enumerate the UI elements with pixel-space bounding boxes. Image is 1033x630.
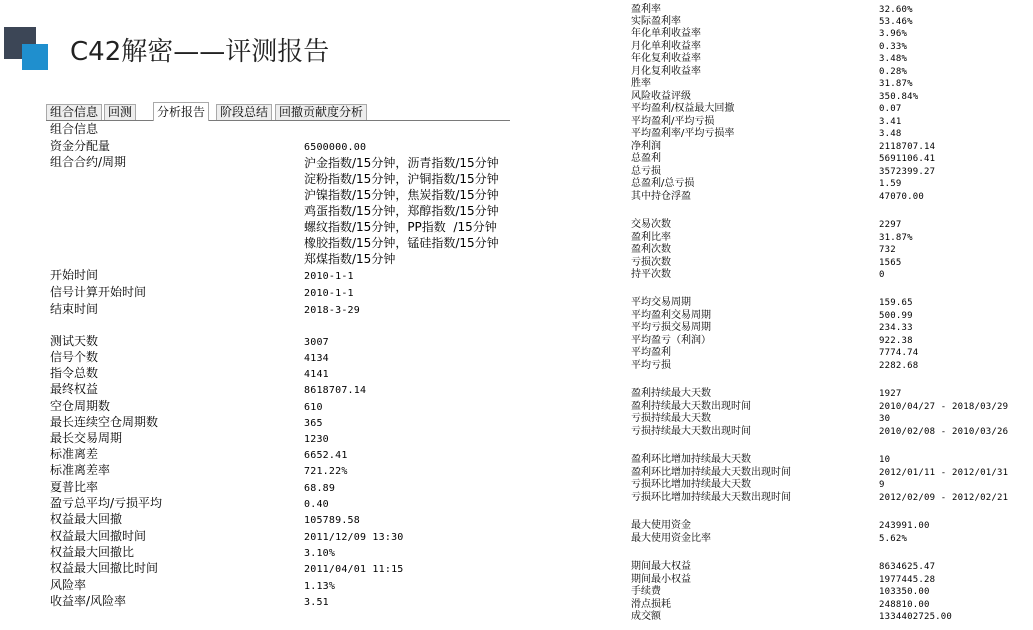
stat-value: 53.46% bbox=[879, 17, 913, 27]
stat-label: 总盈利/总亏损 bbox=[631, 178, 695, 189]
stat-row bbox=[631, 178, 901, 190]
stat-value: 5.62% bbox=[879, 534, 908, 544]
stat-label: 亏损环比增加持续最大天数出现时间 bbox=[631, 492, 791, 503]
stat-row bbox=[631, 347, 918, 359]
row-value: 2011/12/09 13:30 bbox=[304, 532, 404, 543]
stat-row bbox=[631, 16, 913, 28]
stat-value: 32.60% bbox=[879, 5, 913, 15]
stat-row bbox=[631, 492, 1008, 504]
row-label: 资金分配量 bbox=[50, 139, 111, 153]
tab-drawdown-contribution[interactable]: 回撤贡献度分析 bbox=[275, 104, 367, 120]
stat-row bbox=[631, 219, 901, 231]
stat-row bbox=[631, 103, 901, 115]
tab-portfolio-info[interactable]: 组合信息 bbox=[46, 104, 102, 120]
stat-label: 平均盈利率/平均亏损率 bbox=[631, 128, 735, 139]
stat-value: 0.07 bbox=[879, 104, 902, 114]
report-row bbox=[50, 382, 366, 398]
stat-label: 交易次数 bbox=[631, 219, 671, 230]
stat-label: 盈利环比增加持续最大天数 bbox=[631, 454, 751, 465]
report-row-signal-start-time bbox=[50, 285, 354, 301]
report-row-contracts-label bbox=[50, 155, 304, 170]
row-value: 3.10% bbox=[304, 548, 336, 559]
stat-value: 1977445.28 bbox=[879, 575, 936, 585]
stat-label: 平均交易周期 bbox=[631, 297, 691, 308]
stat-value: 31.87% bbox=[879, 79, 913, 89]
stat-value: 500.99 bbox=[879, 311, 913, 321]
row-value: 6500000.00 bbox=[304, 142, 367, 153]
row-value: 1230 bbox=[304, 434, 329, 445]
row-value: 68.89 bbox=[304, 483, 336, 494]
report-row bbox=[50, 578, 335, 594]
stat-value: 3572399.27 bbox=[879, 167, 936, 177]
stat-label: 平均盈利 bbox=[631, 347, 671, 358]
stat-row bbox=[631, 153, 935, 165]
stat-label: 风险收益评级 bbox=[631, 91, 691, 102]
stat-row bbox=[631, 322, 913, 334]
stat-label: 盈利环比增加持续最大天数出现时间 bbox=[631, 467, 791, 478]
row-label: 权益最大回撤 bbox=[50, 512, 123, 526]
stat-row bbox=[631, 232, 913, 244]
stat-row bbox=[631, 413, 890, 425]
stat-label: 平均盈亏（利润） bbox=[631, 335, 711, 346]
stat-value: 1.59 bbox=[879, 179, 902, 189]
stat-label: 盈利持续最大天数出现时间 bbox=[631, 401, 751, 412]
row-label: 权益最大回撤比时间 bbox=[50, 561, 159, 575]
stat-label: 月化复利收益率 bbox=[631, 66, 701, 77]
stat-label: 胜率 bbox=[631, 78, 651, 89]
stat-row bbox=[631, 611, 952, 623]
stat-label: 总亏损 bbox=[631, 166, 661, 177]
row-label: 盈亏总平均/亏损平均 bbox=[50, 496, 163, 510]
stat-row bbox=[631, 78, 913, 90]
stat-value: 248810.00 bbox=[879, 600, 930, 610]
stat-value: 1565 bbox=[879, 258, 902, 268]
row-label: 权益最大回撤比 bbox=[50, 545, 135, 559]
analysis-left-panel bbox=[50, 122, 510, 614]
report-row-end-time bbox=[50, 302, 360, 318]
stat-row bbox=[631, 454, 890, 466]
report-row bbox=[50, 399, 323, 415]
stat-value: 30 bbox=[879, 414, 891, 424]
stat-value: 732 bbox=[879, 245, 896, 255]
stat-label: 亏损持续最大天数出现时间 bbox=[631, 426, 751, 437]
row-value: 0.40 bbox=[304, 499, 329, 510]
contract-line: 淀粉指数/15分钟，沪铜指数/15分钟 bbox=[304, 172, 499, 186]
report-row bbox=[50, 496, 329, 512]
stat-label: 实际盈利率 bbox=[631, 16, 681, 27]
contract-line: 鸡蛋指数/15分钟，郑醇指数/15分钟 bbox=[304, 204, 499, 218]
tab-analysis-report[interactable]: 分析报告 bbox=[153, 102, 209, 121]
stat-label: 亏损环比增加持续最大天数 bbox=[631, 479, 751, 490]
row-label: 标准离差率 bbox=[50, 463, 111, 477]
report-row bbox=[50, 529, 404, 545]
stat-label: 平均盈利/权益最大回撤 bbox=[631, 103, 735, 114]
stat-label: 最大使用资金比率 bbox=[631, 533, 711, 544]
stat-value: 234.33 bbox=[879, 323, 913, 333]
row-value: 610 bbox=[304, 402, 323, 413]
report-row bbox=[50, 594, 329, 610]
stat-value: 103350.00 bbox=[879, 587, 930, 597]
stat-label: 盈利持续最大天数 bbox=[631, 388, 711, 399]
stat-label: 平均亏损 bbox=[631, 360, 671, 371]
stat-row bbox=[631, 561, 935, 573]
stat-row bbox=[631, 53, 907, 65]
report-row bbox=[50, 512, 360, 528]
stat-row bbox=[631, 128, 901, 140]
row-value: 721.22% bbox=[304, 466, 348, 477]
row-value: 2011/04/01 11:15 bbox=[304, 564, 404, 575]
contract-line: 橡胶指数/15分钟，锰硅指数/15分钟 bbox=[304, 236, 499, 250]
stat-label: 年化单利收益率 bbox=[631, 28, 701, 39]
row-value: 2010-1-1 bbox=[304, 271, 354, 282]
stat-value: 922.38 bbox=[879, 336, 913, 346]
row-value: 4141 bbox=[304, 369, 329, 380]
stat-row bbox=[631, 533, 907, 545]
stat-row bbox=[631, 401, 1008, 413]
report-row-capital bbox=[50, 139, 366, 155]
row-label: 指令总数 bbox=[50, 366, 99, 380]
stat-label: 月化单利收益率 bbox=[631, 41, 701, 52]
row-label: 信号个数 bbox=[50, 350, 99, 364]
row-value: 1.13% bbox=[304, 581, 336, 592]
stat-row bbox=[631, 141, 935, 153]
report-row bbox=[50, 334, 329, 350]
stat-row bbox=[631, 41, 907, 53]
stat-value: 350.84% bbox=[879, 92, 919, 102]
stat-row bbox=[631, 91, 918, 103]
report-row bbox=[50, 447, 348, 463]
stat-label: 年化复利收益率 bbox=[631, 53, 701, 64]
stat-value: 0.28% bbox=[879, 67, 908, 77]
stat-row bbox=[631, 479, 885, 491]
stat-row bbox=[631, 191, 924, 203]
report-row bbox=[50, 415, 323, 431]
stat-label: 持平次数 bbox=[631, 269, 671, 280]
stat-label: 盈利比率 bbox=[631, 232, 671, 243]
stat-row bbox=[631, 4, 913, 16]
stat-value: 2118707.14 bbox=[879, 142, 936, 152]
report-row bbox=[50, 545, 335, 561]
stat-value: 243991.00 bbox=[879, 521, 930, 531]
stat-value: 0.33% bbox=[879, 42, 908, 52]
stat-row bbox=[631, 467, 1008, 479]
report-row bbox=[50, 480, 335, 496]
stat-row bbox=[631, 297, 913, 309]
report-row bbox=[50, 561, 404, 577]
stat-label: 盈利次数 bbox=[631, 244, 671, 255]
stat-label: 平均亏损交易周期 bbox=[631, 322, 711, 333]
stat-label: 滑点损耗 bbox=[631, 599, 671, 610]
row-label: 权益最大回撤时间 bbox=[50, 529, 147, 543]
row-value: 2018-3-29 bbox=[304, 305, 360, 316]
stat-row bbox=[631, 166, 935, 178]
stat-value: 8634625.47 bbox=[879, 562, 936, 572]
stat-value: 159.65 bbox=[879, 298, 913, 308]
row-label: 标准离差 bbox=[50, 447, 99, 461]
stat-value: 2282.68 bbox=[879, 361, 919, 371]
row-value: 2010-1-1 bbox=[304, 288, 354, 299]
stat-row bbox=[631, 360, 918, 372]
report-row bbox=[50, 463, 348, 479]
report-row-start-time bbox=[50, 268, 354, 284]
stat-value: 1334402725.00 bbox=[879, 612, 953, 622]
row-label: 风险率 bbox=[50, 578, 87, 592]
row-value: 8618707.14 bbox=[304, 385, 367, 396]
stat-row bbox=[631, 66, 907, 78]
stat-label: 最大使用资金 bbox=[631, 520, 691, 531]
stat-row bbox=[631, 388, 901, 400]
section-header-portfolio-info: 组合信息 bbox=[50, 122, 99, 136]
stat-label: 期间最小权益 bbox=[631, 574, 691, 585]
stat-label: 盈利率 bbox=[631, 4, 661, 15]
stat-label: 平均盈利交易周期 bbox=[631, 310, 711, 321]
tab-stage-summary[interactable]: 阶段总结 bbox=[216, 104, 272, 120]
stat-label: 期间最大权益 bbox=[631, 561, 691, 572]
stat-row bbox=[631, 599, 930, 611]
report-row bbox=[50, 366, 329, 382]
stat-row bbox=[631, 269, 885, 281]
stat-row bbox=[631, 257, 901, 269]
logo-square-blue bbox=[22, 44, 48, 70]
report-row bbox=[50, 350, 329, 366]
stat-row bbox=[631, 310, 913, 322]
row-value: 3.51 bbox=[304, 597, 329, 608]
stat-value: 3.48% bbox=[879, 54, 908, 64]
row-label: 组合合约/周期 bbox=[50, 155, 127, 169]
stat-value: 9 bbox=[879, 480, 885, 490]
stat-row bbox=[631, 244, 896, 256]
stat-label: 平均盈利/平均亏损 bbox=[631, 116, 715, 127]
stat-label: 净利润 bbox=[631, 141, 661, 152]
row-value: 4134 bbox=[304, 353, 329, 364]
report-tab-bar bbox=[46, 102, 510, 121]
row-value: 105789.58 bbox=[304, 515, 360, 526]
row-value: 3007 bbox=[304, 337, 329, 348]
row-label: 最长连续空仓周期数 bbox=[50, 415, 159, 429]
row-label: 开始时间 bbox=[50, 268, 99, 282]
row-label: 信号计算开始时间 bbox=[50, 285, 147, 299]
stat-value: 3.48 bbox=[879, 129, 902, 139]
contract-line: 螺纹指数/15分钟，PP指数 /15分钟 bbox=[304, 220, 497, 234]
row-label: 结束时间 bbox=[50, 302, 99, 316]
stat-value: 10 bbox=[879, 455, 891, 465]
report-row bbox=[50, 431, 329, 447]
stat-value: 3.96% bbox=[879, 29, 908, 39]
contract-line: 郑煤指数/15分钟 bbox=[304, 252, 396, 266]
stat-row bbox=[631, 116, 901, 128]
stat-row bbox=[631, 28, 907, 40]
stat-row bbox=[631, 586, 930, 598]
row-label: 测试天数 bbox=[50, 334, 99, 348]
stat-value: 2297 bbox=[879, 220, 902, 230]
stat-value: 5691106.41 bbox=[879, 154, 936, 164]
stat-value: 0 bbox=[879, 270, 885, 280]
stat-row bbox=[631, 335, 913, 347]
tab-backtest[interactable]: 回测 bbox=[104, 104, 136, 120]
row-label: 最长交易周期 bbox=[50, 431, 123, 445]
stat-value: 47070.00 bbox=[879, 192, 924, 202]
contract-line: 沪金指数/15分钟，沥青指数/15分钟 bbox=[304, 156, 499, 170]
row-value: 365 bbox=[304, 418, 323, 429]
stat-row bbox=[631, 574, 935, 586]
stat-value: 2010/02/08 - 2010/03/26 bbox=[879, 427, 1009, 437]
row-label: 空仓周期数 bbox=[50, 399, 111, 413]
stat-value: 3.41 bbox=[879, 117, 902, 127]
stat-value: 1927 bbox=[879, 389, 902, 399]
stat-label: 其中持仓浮盈 bbox=[631, 191, 691, 202]
stat-value: 7774.74 bbox=[879, 348, 919, 358]
stat-value: 31.87% bbox=[879, 233, 913, 243]
stat-label: 成交额 bbox=[631, 611, 661, 622]
stat-label: 亏损次数 bbox=[631, 257, 671, 268]
stat-label: 亏损持续最大天数 bbox=[631, 413, 711, 424]
row-value: 6652.41 bbox=[304, 450, 348, 461]
stat-label: 总盈利 bbox=[631, 153, 661, 164]
stat-label: 手续费 bbox=[631, 586, 661, 597]
row-label: 夏普比率 bbox=[50, 480, 99, 494]
stat-value: 2012/01/11 - 2012/01/31 bbox=[879, 468, 1009, 478]
contract-line: 沪镍指数/15分钟，焦炭指数/15分钟 bbox=[304, 188, 499, 202]
stat-value: 2010/04/27 - 2018/03/29 bbox=[879, 402, 1009, 412]
slide-title: C42解密——评测报告 bbox=[70, 37, 330, 67]
stat-value: 2012/02/09 - 2012/02/21 bbox=[879, 493, 1009, 503]
row-label: 收益率/风险率 bbox=[50, 594, 127, 608]
row-label: 最终权益 bbox=[50, 382, 99, 396]
stat-row bbox=[631, 520, 930, 532]
analysis-right-panel bbox=[631, 4, 1033, 626]
stat-row bbox=[631, 426, 1008, 438]
